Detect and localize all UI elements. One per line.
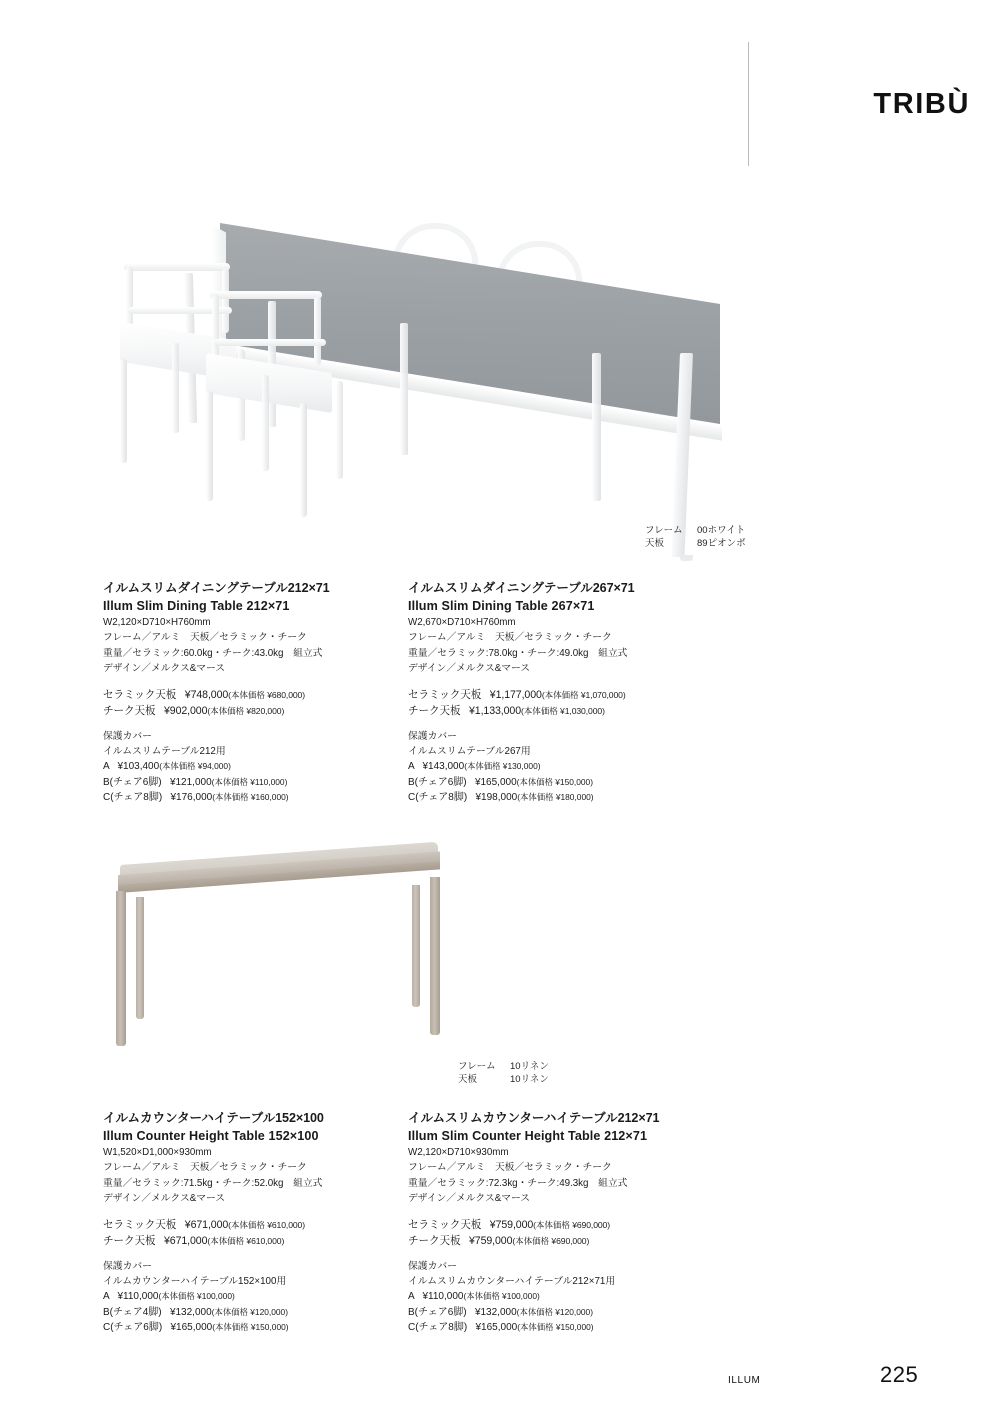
annotation-top-label: 天板 [645,538,665,549]
price-label: セラミック天板 [103,1218,177,1231]
product-block [103,1110,403,1336]
brand-logo: TRIBÙ [873,88,970,120]
price-net: (本体価格 ¥1,070,000) [541,689,626,700]
armchair-leg [336,381,343,479]
product-materials: フレーム／アルミ 天板／セラミック・チーク [408,1162,612,1174]
footer-brand: ILLUM [728,1375,761,1386]
cover-item-code: C(チェア8脚) [103,792,163,804]
price-row [408,1217,708,1233]
product-dimensions: W2,120×D710×930mm [408,1147,509,1158]
price-value: ¥671,000 [184,1218,229,1231]
cover-item-price: ¥165,000 [475,1322,518,1334]
photo1-color-annotation [645,524,746,550]
cover-item [408,1289,708,1304]
table-leg-foot [680,555,693,561]
annotation-top-value: 10リネン [510,1074,549,1085]
brand-divider-rule [748,42,749,166]
price-label: セラミック天板 [408,688,482,701]
price-net: (本体価格 ¥820,000) [207,705,285,716]
product-block [408,1110,708,1336]
cover-item-code: A [103,1291,110,1303]
annotation-frame-label: フレーム [645,525,683,536]
product-name-ja: イルムスリムダイニングテーブル267×71 [408,581,635,595]
counter-table-leg [412,885,420,1007]
page-number: 225 [880,1362,919,1387]
table-leg [592,353,601,501]
counter-table-leg [136,897,144,1019]
product-dimensions: W2,670×D710×H760mm [408,617,516,628]
armchair-back-post [126,267,133,331]
cover-item-code: A [103,761,110,773]
product-design: デザイン／メルクス&マース [103,1193,225,1205]
cover-item [103,790,403,805]
photo2-color-annotation [458,1060,549,1086]
cover-item-net: (本体価格 ¥120,000) [516,1306,593,1317]
product-photo-counter-table [100,855,500,1055]
cover-title: 保護カバー [103,1260,152,1272]
armchair-leg [120,359,127,463]
cover-item [103,1320,403,1335]
product-block [103,580,403,806]
cover-title: 保護カバー [103,730,152,742]
price-label: チーク天板 [408,1234,461,1247]
cover-item-price: ¥132,000 [169,1306,212,1318]
cover-item [408,790,708,805]
product-name-ja: イルムスリムダイニングテーブル212×71 [103,581,330,595]
product-name-en: Illum Slim Dining Table 212×71 [103,599,290,613]
price-row [408,687,708,703]
cover-item [408,1305,708,1320]
price-value: ¥902,000 [164,704,208,717]
annotation-top-value: 89ピオンボ [697,538,746,549]
armchair-leg [300,403,307,517]
cover-subtitle: イルムスリムテーブル267用 [408,746,531,758]
armchair-leg [262,375,269,471]
cover-item-net: (本体価格 ¥160,000) [212,792,289,803]
cover-item-code: A [408,761,415,773]
armchair-backrest [124,263,230,271]
cover-item-code: B(チェア6脚) [408,776,467,788]
cover-item-price: ¥165,000 [170,1322,213,1334]
cover-item [408,759,708,774]
price-label: チーク天板 [103,1234,156,1247]
price-label: チーク天板 [103,704,156,717]
product-design: デザイン／メルクス&マース [408,1193,530,1205]
cover-item-code: C(チェア6脚) [103,1322,163,1334]
price-label: セラミック天板 [103,688,177,701]
price-value: ¥759,000 [469,1234,513,1247]
product-name-ja: イルムスリムカウンターハイテーブル212×71 [408,1111,660,1125]
product-materials: フレーム／アルミ 天板／セラミック・チーク [103,632,307,644]
annotation-top-label: 天板 [458,1074,478,1085]
annotation-frame-value: 10リネン [510,1061,549,1072]
cover-item-code: B(チェア6脚) [408,1306,467,1318]
armchair-back-post [314,297,321,365]
annotation-frame-value: 00ホワイト [697,525,746,536]
cover-item-net: (本体価格 ¥150,000) [212,1322,289,1333]
counter-table-leg-front-right [430,877,440,1035]
cover-item-price: ¥176,000 [170,792,213,804]
cover-title: 保護カバー [408,1260,457,1272]
cover-item-net: (本体価格 ¥100,000) [158,1291,235,1302]
counter-table-leg-front-left [116,891,126,1046]
product-dimensions: W1,520×D1,000×930mm [103,1147,212,1158]
cover-item-net: (本体価格 ¥150,000) [517,1322,594,1333]
cover-item-price: ¥110,000 [422,1291,464,1303]
cover-item [408,775,708,790]
cover-item-code: C(チェア8脚) [408,1322,468,1334]
product-materials: フレーム／アルミ 天板／セラミック・チーク [103,1162,307,1174]
price-row [408,1233,708,1249]
cover-item-net: (本体価格 ¥180,000) [517,792,594,803]
cover-item-code: A [408,1291,415,1303]
price-label: チーク天板 [408,704,461,717]
armchair-back-post [222,269,229,333]
cover-item-net: (本体価格 ¥130,000) [464,761,541,772]
price-net: (本体価格 ¥680,000) [228,689,306,700]
product-name-ja: イルムカウンターハイテーブル152×100 [103,1111,324,1125]
cover-item-code: B(チェア4脚) [103,1306,162,1318]
price-row [103,703,403,719]
product-materials: フレーム／アルミ 天板／セラミック・チーク [408,632,612,644]
cover-item-net: (本体価格 ¥110,000) [211,776,288,787]
cover-item-price: ¥165,000 [474,776,517,788]
armchair-leg [172,343,179,433]
cover-item-net: (本体価格 ¥100,000) [463,1291,540,1302]
price-net: (本体価格 ¥690,000) [533,1219,611,1230]
price-value: ¥759,000 [489,1218,534,1231]
table-leg [400,323,408,455]
product-weight: 重量／セラミック:72.3kg・チーク:49.3kg 組立式 [408,1177,628,1189]
annotation-frame-label: フレーム [458,1061,496,1072]
armchair-backrest [210,291,322,299]
product-weight: 重量／セラミック:78.0kg・チーク:49.0kg 組立式 [408,647,628,659]
product-name-en: Illum Slim Counter Height Table 212×71 [408,1129,648,1143]
price-value: ¥671,000 [164,1234,208,1247]
price-value: ¥1,177,000 [489,688,542,701]
cover-item-net: (本体価格 ¥120,000) [211,1306,288,1317]
price-net: (本体価格 ¥690,000) [512,1235,590,1246]
cover-item-code: B(チェア6脚) [103,776,162,788]
product-dimensions: W2,120×D710×H760mm [103,617,211,628]
price-value: ¥748,000 [184,688,229,701]
armchair-back-post [212,295,219,363]
cover-title: 保護カバー [408,730,457,742]
cover-item [103,1289,403,1304]
cover-item-price: ¥110,000 [117,1291,159,1303]
product-name-en: Illum Slim Dining Table 267×71 [408,599,595,613]
price-net: (本体価格 ¥610,000) [228,1219,306,1230]
product-weight: 重量／セラミック:71.5kg・チーク:52.0kg 組立式 [103,1177,323,1189]
price-label: セラミック天板 [408,1218,482,1231]
price-net: (本体価格 ¥1,030,000) [521,705,605,716]
product-photo-dining-table [100,205,720,565]
cover-item-price: ¥103,400 [117,761,160,773]
armchair-armrest [214,339,326,346]
product-design: デザイン／メルクス&マース [103,663,225,675]
cover-item-code: C(チェア8脚) [408,792,468,804]
cover-item [103,775,403,790]
cover-item [408,1320,708,1335]
product-block [408,580,708,806]
price-value: ¥1,133,000 [469,704,522,717]
price-net: (本体価格 ¥610,000) [207,1235,285,1246]
price-row [103,1233,403,1249]
cover-subtitle: イルムスリムテーブル212用 [103,746,226,758]
price-row [103,1217,403,1233]
cover-item-price: ¥121,000 [169,776,212,788]
product-name-en: Illum Counter Height Table 152×100 [103,1129,319,1143]
product-weight: 重量／セラミック:60.0kg・チーク:43.0kg 組立式 [103,647,323,659]
cover-item-price: ¥132,000 [474,1306,517,1318]
price-row [408,703,708,719]
cover-item-price: ¥143,000 [422,761,465,773]
cover-subtitle: イルムスリムカウンターハイテーブル212×71用 [408,1276,616,1288]
cover-subtitle: イルムカウンターハイテーブル152×100用 [103,1276,287,1288]
cover-item [103,1305,403,1320]
product-design: デザイン／メルクス&マース [408,663,530,675]
cover-item [103,759,403,774]
price-row [103,687,403,703]
cover-item-net: (本体価格 ¥94,000) [159,761,231,772]
armchair-leg [206,391,213,501]
cover-item-price: ¥198,000 [475,792,518,804]
cover-item-net: (本体価格 ¥150,000) [516,776,593,787]
